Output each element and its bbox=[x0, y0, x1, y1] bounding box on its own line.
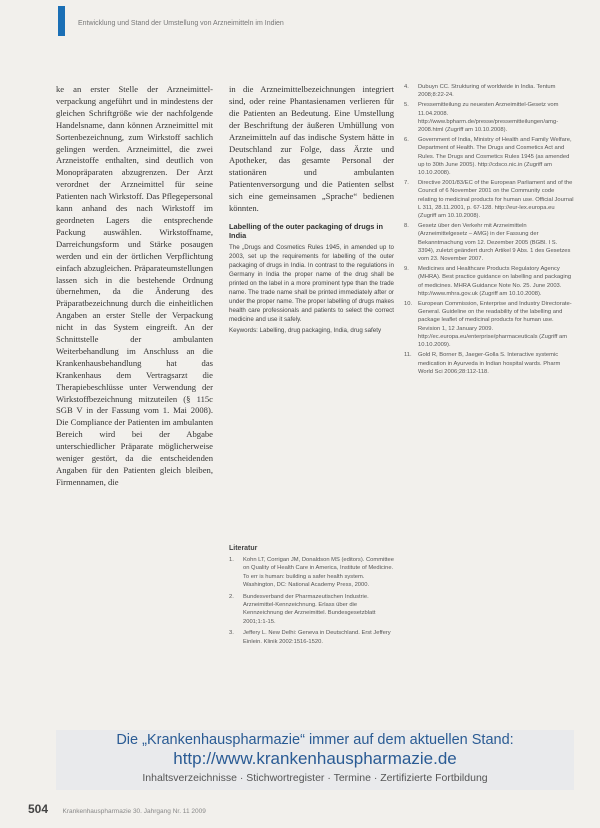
reference-item bbox=[404, 83, 574, 99]
reference-item bbox=[404, 136, 574, 177]
reference-number: 3. bbox=[229, 630, 234, 637]
header-accent-bar bbox=[58, 6, 65, 36]
reference-number: 10. bbox=[404, 301, 413, 308]
reference-number: 6. bbox=[404, 137, 409, 144]
reference-text: Gold R, Borner B, Jaeger-Golla S. Interactive systemic medication in Ayurveda in Indian hospital wards. Pharm World Sci 2006;28:112-118. bbox=[418, 352, 561, 375]
reference-text: Jeffery L. New Delhi: Geneva in Deutschland. Erst Jeffery Einlein. Klinik 2002:1516-1520. bbox=[243, 630, 391, 645]
literature-section bbox=[229, 545, 394, 649]
reference-number: 11. bbox=[404, 352, 412, 359]
literature-heading: Literatur bbox=[229, 545, 258, 552]
reference-item bbox=[404, 179, 574, 220]
reference-item bbox=[229, 629, 394, 646]
body-paragraph: in die Arzneimittelbezeichnungen integriert sind, oder reine Phantasienamen verlieren für die Patienten an Bedeutung. Eine Umstellung der Beschriftung der äußeren Umhüllung von Arzneimitteln auf das indische System hätte in Deutschland zur Folge, dass Ärzte und Apotheker, das gesamte Personal der stationären und ambulanten Patientenversorgung und die Patienten selbst sich eine gemeinsamen „Sprache“ bedienen könnten. bbox=[229, 84, 394, 214]
reference-text: Directive 2001/83/EC of the European Parliament and of the Council of 6 November 2001 on the Community code relating to medicinal products for human use. Official Journal L 311, 28.11.2001, p. 67-128. http://eur-lex.europa.eu (Zugriff am 10.10.2008). bbox=[418, 180, 574, 220]
reference-text: Pressemitteilung zu neuesten Arzneimittel-Gesetz vom 11.04.2008. http://www.bpharm.de/presse/pressemitteilungen/amg-2008.html (Zugriff am 10.10.2008). bbox=[418, 102, 559, 134]
reference-item bbox=[404, 351, 574, 376]
english-summary-heading: Labelling of the outer packaging of drugs in India bbox=[229, 221, 383, 241]
reference-number: 9. bbox=[404, 266, 409, 273]
reference-item bbox=[229, 593, 394, 627]
running-header: Entwicklung und Stand der Umstellung von Arzneimitteln im Indien bbox=[78, 20, 284, 27]
ad-features: Inhaltsverzeichnisse · Stichwortregister · Termine · Zertifizierte Fortbildung bbox=[142, 772, 488, 784]
reference-item bbox=[404, 265, 574, 298]
reference-number: 5. bbox=[404, 102, 409, 109]
reference-number: 1. bbox=[229, 557, 234, 563]
reference-number: 7. bbox=[404, 180, 409, 187]
ad-headline: Die „Krankenhauspharmazie“ immer auf dem aktuellen Stand: bbox=[116, 732, 514, 748]
reference-item bbox=[404, 101, 574, 134]
english-summary: The „Drugs and Cosmetics Rules 1945, in amended up to 2003, set up the requirements for labelling of the outer packaging of drugs in India. In contrast to the regulations in Germany in India the proper name of the drug shall be printed on the label in a more prominent type than the trade name. The trade name shall be printed immediately after or under the proper name. The proper labelling of drugs makes health care professionals and patients to select the correct medicine and use it safely. bbox=[229, 243, 394, 323]
reference-text: Gesetz über den Verkehr mit Arzneimitteln (Arzneimittelgesetz – AMG) in der Fassung der Bekanntmachung vom 12. Dezember 2005 (BGBl. I S. 3394), zuletzt geändert durch Artikel 9 Abs. 1 des Gesetzes vom 23. November 2007. bbox=[418, 223, 571, 263]
reference-text: Bundesverband der Pharmazeutischen Industrie. Arzneimittel-Kennzeichnung. Erlass über die Kennzeichnung der Arzneimittel. Bundesgesetzblatt 2001;1:1-15. bbox=[243, 593, 376, 625]
reference-text: Kohn LT, Corrigan JM, Donaldson MS (editors). Committee on Quality of Health Care in America, Institute of Medicine. To err is human: building a safer health system. Washington, DC: National Academy Press, 2000. bbox=[243, 557, 394, 589]
page-number: 504 bbox=[28, 802, 49, 816]
reference-item bbox=[404, 222, 574, 263]
reference-column-right bbox=[404, 83, 574, 378]
reference-number: 2. bbox=[229, 593, 234, 600]
english-keywords: Keywords: Labelling, drug packaging, India, drug safety bbox=[229, 326, 382, 334]
reference-number: 8. bbox=[404, 223, 409, 230]
reference-text: Government of India, Ministry of Health and Family Welfare, Department of Health. The Drugs and Cosmetics Act and Rules. The Drugs and Cosmetics Rules 1945 (as amended up to 30th June 2005). http://cdsco.nic.in (Zugriff am 10.10.2008). bbox=[418, 137, 572, 177]
journal-citation: Krankenhauspharmazie 30. Jahrgang Nr. 11 2009 bbox=[62, 808, 206, 815]
body-paragraph: ke an erster Stelle der Arzneimittel-verpackung angeführt und in mindestens der gleichen Schriftgröße wie der nachfolgende Handelsname, dann können Arzneimittel mit Sortenbezeichnung, zum Wirkstoff sachlich gelingen werden. Arzneimittel, die zwei Arzneistoffe enthalten, sind deutlich von Monopräparaten abzugrenzen. Der Arzt verordnet der Arzneimittel für seine Patienten nach Wirkstoff. Das Pflegepersonal kann anhand des nach Wirkstoff im geordneten Lagers die entsprechende Packung auswählen. Wirkstoffname, Darreichungsform und Stärke posaugen werden und ein der örtlichen Verpflichtung einfach abzugleichen. Präparateumstellungen lassen sich in die bestehende Ordnung übernehmen, da die Änderung des Präparatbezeichnung durch die einheitlichen Angaben an erster Stelle der Verpackung nicht in das System eingreift. An der Schnittstelle der ambulanten Weiterbehandlung im Anschluss an die Krankenhausbehandlung hat das Krankenhaus dem Vertragsarzt die Therapiebeschlüsse unter Verwendung der Wirkstoffbezeichnung mitzuteilen (§ 115c SGB V in der Fassung vom 1. Mai 2008). Die Compliance der Patienten im ambulanten Bereich wird bei der Abgabe unterschiedlicher Präparate möglicherweise weniger gestört, da die entscheidenden Angaben für den Patienten gleich bleiben, Firmennamen, die bbox=[56, 84, 213, 487]
advertisement-banner bbox=[56, 730, 574, 790]
ad-url-link[interactable]: http://www.krankenhauspharmazie.de bbox=[173, 749, 457, 768]
reference-number: 4. bbox=[404, 84, 409, 90]
body-column-middle bbox=[229, 84, 394, 335]
reference-item bbox=[229, 556, 394, 590]
reference-item bbox=[404, 300, 574, 349]
reference-text: European Commission, Enterprise and Industry Directorate-General. Guideline on the readability of the labelling and package leaflet of medicinal products for human use. Revision 1, 12 January 2009. http://ec.europa.eu/enterprise/pharmaceuticals (Zugriff am 10.10.2009). bbox=[418, 301, 572, 349]
page-footer bbox=[28, 800, 206, 818]
reference-text: Medicines and Healthcare Products Regulatory Agency (MHRA). Best practice guidance on labelling and packaging of medicines. MHRA Guidance Note No. 25. June 2003. http://www.mhra.gov.uk (Zugriff am 10.10.2008). bbox=[418, 266, 572, 297]
body-column-left bbox=[56, 84, 213, 489]
reference-text: Dubuyn CC. Strukturing of worldwide in India. Tentum 2008;8:22-24. bbox=[418, 84, 556, 99]
